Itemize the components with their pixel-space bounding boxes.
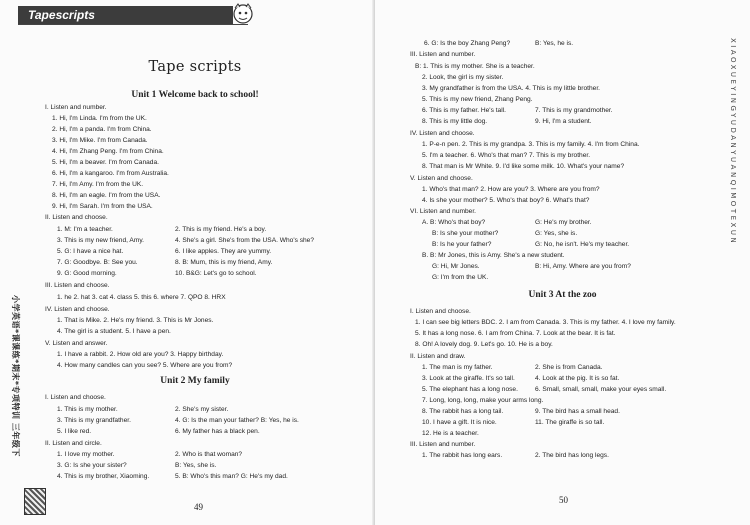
header-rule bbox=[18, 24, 248, 25]
unit3-line: 5. The elephant has a long nose. bbox=[422, 386, 518, 393]
unit3-col2-line: 4. Look at the pig. It is so fat. bbox=[535, 375, 620, 382]
unit1-heading: Unit 1 Welcome back to school! bbox=[131, 90, 259, 100]
unit3-line: 7. Long, long, long, make your arms long. bbox=[422, 397, 544, 404]
right-col2-line: G: No, he isn't. He's my teacher. bbox=[535, 241, 630, 248]
unit2-line: II. Listen and circle. bbox=[45, 440, 102, 447]
unit3-line: 12. He is a teacher. bbox=[422, 430, 479, 437]
right-line: 6. This is my father. He's tall. bbox=[422, 107, 506, 114]
right-side-pinyin-label: XIAOXUEYINGYUDANYUANQIMOTEXUN bbox=[729, 38, 737, 246]
unit1-col2-line: 8. B: Mum, this is my friend, Amy. bbox=[175, 259, 273, 266]
right-line: 4. Is she your mother? 5. Who's that boy? 6. What's that? bbox=[422, 197, 590, 204]
right-line: G: I'm from the UK. bbox=[432, 274, 489, 281]
right-line: 1. Who's that man? 2. How are you? 3. Where are you from? bbox=[422, 186, 600, 193]
right-line: 8. This is my little dog. bbox=[422, 118, 488, 125]
unit1-line: 1. Hi, I'm Linda. I'm from the UK. bbox=[52, 115, 147, 122]
unit3-line: 8. The rabbit has a long tail. bbox=[422, 408, 504, 415]
unit1-line: II. Listen and choose. bbox=[45, 214, 108, 221]
right-line: 3. My grandfather is from the USA. 4. This is my little brother. bbox=[422, 85, 600, 92]
unit1-line: 3. Hi, I'm Mike. I'm from Canada. bbox=[52, 137, 148, 144]
right-line: G: Hi, Mr Jones. bbox=[432, 263, 480, 270]
unit2-line: 1. I love my mother. bbox=[57, 451, 115, 458]
unit2-line: 5. I like red. bbox=[57, 428, 92, 435]
unit1-line: 5. Hi, I'm a beaver. I'm from Canada. bbox=[52, 159, 159, 166]
unit1-line: 1. I have a rabbit. 2. How old are you? 3. Happy birthday. bbox=[57, 351, 224, 358]
unit3-line: III. Listen and number. bbox=[410, 441, 476, 448]
unit2-col2-line: 4. G: Is the man your father? B: Yes, he is. bbox=[175, 417, 299, 424]
right-line: B. B: Mr Jones, this is Amy. She's a new student. bbox=[422, 252, 565, 259]
header-title: Tapescripts bbox=[28, 8, 95, 22]
unit1-line: 9. Hi, I'm Sarah. I'm from the USA. bbox=[52, 203, 153, 210]
unit1-line: IV. Listen and choose. bbox=[45, 306, 110, 313]
right-col2-line: 7. This is my grandmother. bbox=[535, 107, 613, 114]
unit1-line: 1. That is Mike. 2. He's my friend. 3. This is Mr Jones. bbox=[57, 317, 214, 324]
unit3-line: 1. I can see big letters BDC. 2. I am from Canada. 3. This is my father. 4. I love my family. bbox=[415, 319, 676, 326]
unit3-line: 5. It has a long nose. 6. I am from China. 7. Look at the bear. It is fat. bbox=[415, 330, 616, 337]
unit1-line: 2. Hi, I'm a panda. I'm from China. bbox=[52, 126, 152, 133]
unit1-col2-line: 6. I like apples. They are yummy. bbox=[175, 248, 272, 255]
right-line: B: 1. This is my mother. She is a teacher. bbox=[415, 63, 535, 70]
unit1-col2-line: 4. She's a girl. She's from the USA. Who's she? bbox=[175, 237, 315, 244]
right-col2-line: G: Yes, she is. bbox=[535, 230, 578, 237]
right-line: V. Listen and choose. bbox=[410, 175, 473, 182]
right-line: 5. This is my new friend, Zhang Peng. bbox=[422, 96, 533, 103]
unit1-line: 4. Hi, I'm Zhang Peng. I'm from China. bbox=[52, 148, 164, 155]
unit2-col2-line: 2. She's my sister. bbox=[175, 406, 229, 413]
page-number-left: 49 bbox=[194, 502, 203, 512]
right-line: 1. P-e-n pen. 2. This is my grandpa. 3. This is my family. 4. I'm from China. bbox=[422, 141, 640, 148]
side-series-label: 小学英语*课课练*期末*专项特训 三年级下 bbox=[11, 295, 20, 457]
unit3-line: 1. The rabbit has long ears. bbox=[422, 452, 503, 459]
unit2-col2-line: 2. Who is that woman? bbox=[175, 451, 243, 458]
right-line: 2. Look, the girl is my sister. bbox=[422, 74, 504, 81]
unit3-line: 1. The man is my father. bbox=[422, 364, 493, 371]
right-col2-line: G: He's my brother. bbox=[535, 219, 592, 226]
right-line: III. Listen and number. bbox=[410, 51, 476, 58]
right-line: B: Is he your father? bbox=[432, 241, 492, 248]
unit1-line: V. Listen and answer. bbox=[45, 340, 108, 347]
unit1-line: 7. G: Goodbye. B: See you. bbox=[57, 259, 138, 266]
unit1-line: 8. Hi, I'm an eagle. I'm from the USA. bbox=[52, 192, 161, 199]
page-title: Tape scripts bbox=[148, 59, 242, 75]
unit1-line: 7. Hi, I'm Amy. I'm from the UK. bbox=[52, 181, 144, 188]
unit3-line: 3. Look at the giraffe. It's so tall. bbox=[422, 375, 515, 382]
unit3-line: I. Listen and choose. bbox=[410, 308, 471, 315]
unit2-col2-line: 6. My father has a black pen. bbox=[175, 428, 260, 435]
right-col2-line: 9. Hi, I'm a student. bbox=[535, 118, 592, 125]
unit1-line: I. Listen and number. bbox=[45, 104, 107, 111]
right-col2-line: B: Hi, Amy. Where are you from? bbox=[535, 263, 631, 270]
page-number-right: 50 bbox=[559, 495, 568, 505]
unit1-col2-line: 2. This is my friend. He's a boy. bbox=[175, 226, 267, 233]
unit2-line: 1. This is my mother. bbox=[57, 406, 118, 413]
unit2-line: 3. G: Is she your sister? bbox=[57, 462, 127, 469]
unit3-col2-line: 9. The bird has a small head. bbox=[535, 408, 620, 415]
unit2-heading: Unit 2 My family bbox=[160, 376, 230, 386]
unit1-col2-line: 10. B&G: Let's go to school. bbox=[175, 270, 257, 277]
mascot-icon bbox=[228, 1, 258, 29]
unit1-line: 1. he 2. hat 3. cat 4. class 5. this 6. where 7. QPO 8. HRX bbox=[57, 294, 226, 301]
unit3-col2-line: 11. The giraffe is so tall. bbox=[535, 419, 605, 426]
right-line: VI. Listen and number. bbox=[410, 208, 476, 215]
unit3-col2-line: 2. The bird has long legs. bbox=[535, 452, 609, 459]
unit1-line: 1. M: I'm a teacher. bbox=[57, 226, 113, 233]
unit2-col2-line: B: Yes, she is. bbox=[175, 462, 217, 469]
unit3-heading: Unit 3 At the zoo bbox=[528, 290, 597, 300]
unit2-line: I. Listen and choose. bbox=[45, 394, 106, 401]
unit1-line: 5. G: I have a nice hat. bbox=[57, 248, 124, 255]
unit1-line: III. Listen and choose. bbox=[45, 282, 110, 289]
right-line: B: Is she your mother? bbox=[432, 230, 499, 237]
unit1-line: 4. The girl is a student. 5. I have a pen. bbox=[57, 328, 171, 335]
right-line: A. B: Who's that boy? bbox=[422, 219, 486, 226]
unit3-col2-line: 2. She is from Canada. bbox=[535, 364, 603, 371]
right-col2-line: B: Yes, he is. bbox=[535, 40, 574, 47]
right-line: 8. That man is Mr White. 9. I'd like some milk. 10. What's your name? bbox=[422, 163, 625, 170]
side-series-text bbox=[9, 295, 22, 495]
publisher-logo bbox=[24, 488, 46, 515]
unit3-line: 8. Oh! A lovely dog. 9. Let's go. 10. He is a boy. bbox=[415, 341, 553, 348]
unit2-line: 3. This is my grandfather. bbox=[57, 417, 131, 424]
right-side-pinyin bbox=[727, 38, 739, 458]
unit1-line: 3. This is my new friend, Amy. bbox=[57, 237, 144, 244]
unit1-line: 9. G: Good morning. bbox=[57, 270, 117, 277]
right-line: 5. I'm a teacher. 6. Who's that man? 7. This is my brother. bbox=[422, 152, 591, 159]
unit3-col2-line: 6. Small, small, small, make your eyes small. bbox=[535, 386, 667, 393]
unit3-line: 10. I have a gift. It is nice. bbox=[422, 419, 497, 426]
right-line: 6. G: Is the boy Zhang Peng? bbox=[424, 40, 511, 47]
unit1-line: 4. How many candles can you see? 5. Where are you from? bbox=[57, 362, 233, 369]
unit3-line: II. Listen and draw. bbox=[410, 353, 466, 360]
unit2-line: 4. This is my brother, Xiaoming. bbox=[57, 473, 150, 480]
right-page bbox=[375, 0, 750, 525]
right-line: IV. Listen and choose. bbox=[410, 130, 475, 137]
unit2-col2-line: 5. B: Who's this man? G: He's my dad. bbox=[175, 473, 288, 480]
unit1-line: 6. Hi, I'm a kangaroo. I'm from Australia. bbox=[52, 170, 169, 177]
